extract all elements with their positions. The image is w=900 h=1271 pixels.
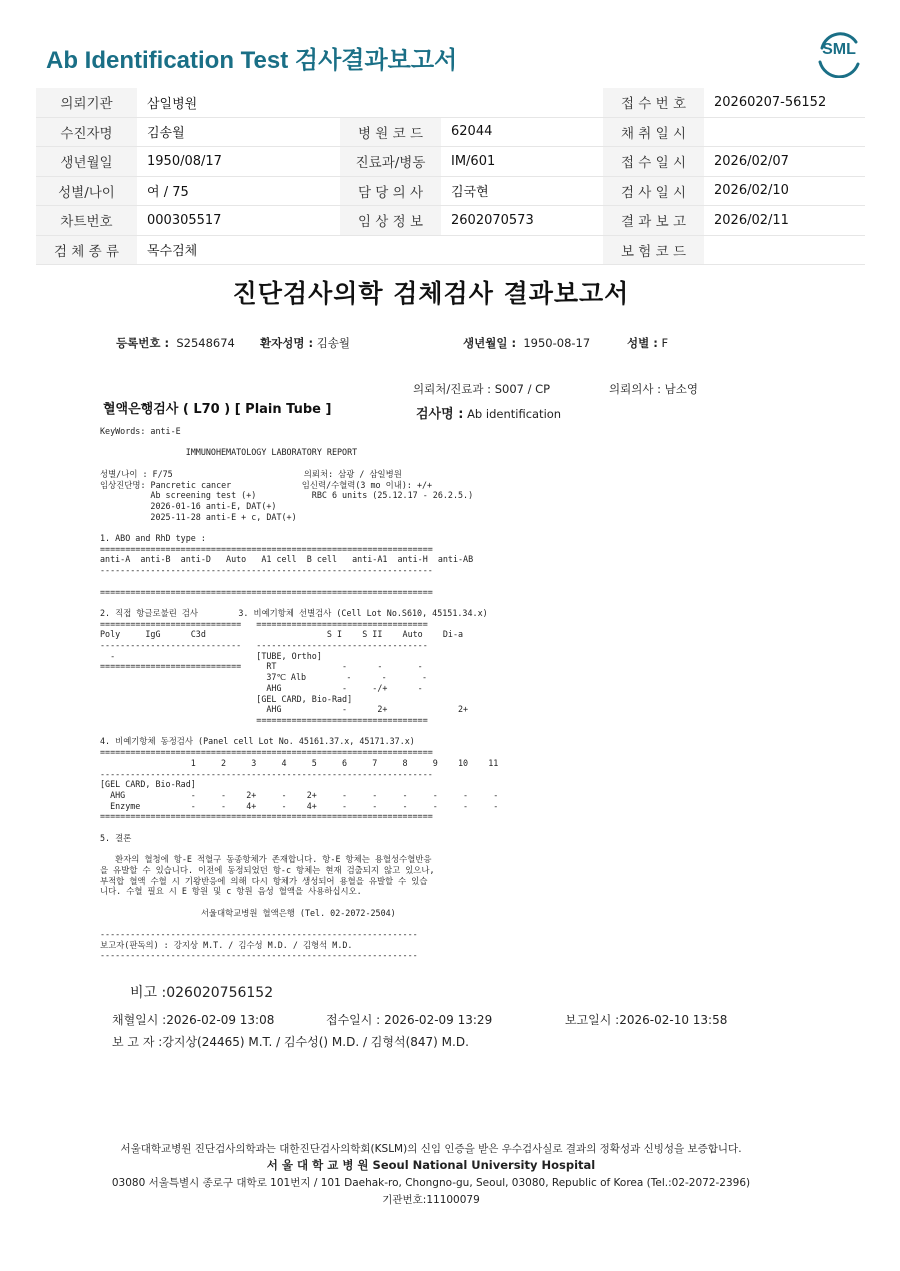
info-label: 생년월일 <box>36 147 137 177</box>
test-name: 검사명 : Ab identification <box>416 407 562 422</box>
info-value: 62044 <box>441 117 603 147</box>
info-label: 성별/나이 <box>36 176 137 206</box>
info-label: 검 사 일 시 <box>603 176 704 206</box>
info-value <box>441 88 603 117</box>
logo-text: SML <box>822 41 856 58</box>
info-label: 검 체 종 류 <box>36 235 137 265</box>
test-group: 혈액은행검사 ( L70 ) [ Plain Tube ] <box>103 402 332 417</box>
info-label: 담 당 의 사 <box>340 176 441 206</box>
sml-logo <box>814 28 864 78</box>
hospital-name: 서 울 대 학 교 병 원 Seoul National University Hospital <box>266 1158 596 1172</box>
info-value: 여 / 75 <box>137 176 340 206</box>
info-value: 김송월 <box>137 117 340 147</box>
info-value <box>441 235 603 265</box>
info-label: 접 수 일 시 <box>603 147 704 177</box>
info-value: 20260207-56152 <box>704 88 865 117</box>
info-value <box>704 117 865 147</box>
collection-time: 채혈일시 :2026-02-09 13:08 <box>112 1013 275 1027</box>
info-label: 차트번호 <box>36 206 137 236</box>
info-label: 임 상 정 보 <box>340 206 441 236</box>
info-label: 채 취 일 시 <box>603 117 704 147</box>
info-value: 000305517 <box>137 206 340 236</box>
hospital-address: 03080 서울특별시 종로구 대학로 101번지 / 101 Daehak-ro, Chongno-gu, Seoul, 03080, Republic of Korea (Tel.:02-2072-2396) <box>111 1177 751 1189</box>
info-value: 삼일병원 <box>137 88 340 117</box>
info-value: 2026/02/11 <box>704 206 865 236</box>
info-label: 접 수 번 호 <box>603 88 704 117</box>
birth-date: 생년월일 : 1950-08-17 <box>463 336 591 350</box>
sex: 성별 : F <box>627 336 669 350</box>
info-row <box>36 206 865 236</box>
receive-time: 접수일시 : 2026-02-09 13:29 <box>326 1013 493 1027</box>
report-title: 진단검사의학 검체검사 결과보고서 <box>232 279 630 308</box>
info-row <box>36 147 865 177</box>
info-row <box>36 176 865 206</box>
info-value: 김국현 <box>441 176 603 206</box>
referring-dept: 의뢰처/진료과 : S007 / CP <box>413 382 551 396</box>
info-value: 2026/02/10 <box>704 176 865 206</box>
info-label: 진료과/병동 <box>340 147 441 177</box>
info-label: 보 험 코 드 <box>603 235 704 265</box>
info-value <box>704 235 865 265</box>
info-label: 병 원 코 드 <box>340 117 441 147</box>
info-value: 목수검체 <box>137 235 340 265</box>
page-title: Ab Identification Test 검사결과보고서 <box>46 47 458 74</box>
certification-text: 서울대학교병원 진단검사의학과는 대한진단검사의학회(KSLM)의 신임 인증을 받은 우수검사실로 결과의 정확성과 신빙성을 보증합니다. <box>120 1143 742 1155</box>
registration-number: 등록번호 : S2548674 <box>116 336 235 350</box>
patient-name: 환자성명 : 김송월 <box>260 336 351 350</box>
info-label: 의뢰기관 <box>36 88 137 117</box>
report-time: 보고일시 :2026-02-10 13:58 <box>565 1013 728 1027</box>
info-label <box>340 235 441 265</box>
info-value: IM/601 <box>441 147 603 177</box>
reporter: 보 고 자 :강지상(24465) M.T. / 김수성() M.D. / 김형석(847) M.D. <box>112 1035 469 1049</box>
institution-number: 기관번호:11100079 <box>382 1194 480 1206</box>
info-row <box>36 88 865 117</box>
info-label: 결 과 보 고 <box>603 206 704 236</box>
note: 비고 :026020756152 <box>130 985 274 1001</box>
info-row <box>36 117 865 147</box>
info-value: 2602070573 <box>441 206 603 236</box>
info-row <box>36 235 865 265</box>
referring-doctor: 의뢰의사 : 남소영 <box>609 382 698 396</box>
patient-info-table <box>36 88 865 265</box>
report-body: KeyWords: anti-E IMMUNOHEMATOLOGY LABORATORY REPORT 성별/나이 : F/75 의뢰처: 삼광 / 삼일병원 임상진단명: Pancretic cancer 임신력/수혈력(3 mo 이내): +/+ Ab screening test (+) RBC 6 units (25.12.17 - 26.2.5.) 2026-01-16 anti-E, DAT(+) 2025-11-28 anti-E + c, DAT(+) 1. ABO and RhD type : ================================================================== anti-A anti-B anti-D Auto A1 cell B cell anti-A1 anti-H anti-AB ------------------------------------------------------------------ ================================================================== 2. 직접 항글로불린 검사 3. 비예기항체 선별검사 (Cell Lot No.S610, 45151.34.x) ============================ ================================== Poly IgG C3d S I S II Auto Di-a ---------------------------- ---------------------------------- - [TUBE, Ortho] ============================ RT - - - 37℃ Alb - - - AHG - -/+ - [GEL CARD, Bio-Rad] AHG - 2+ 2+ ================================== 4. 비예기항체 동정검사 (Panel cell Lot No. 45161.37.x, 45171.37.x) ================================================================== 1 2 3 4 5 6 7 8 9 10 11 ------------------------------------------------------------------ [GEL CARD, Bio-Rad] AHG - - 2+ - 2+ - - - - - - Enzyme - - 4+ - 4+ - - - - - - ================================================================== 5. 결론 환자의 혈청에 항-E 적혈구 동종항체가 존재합니다. 항-E 항체는 용혈성수혈반응 을 유발할 수 있습니다. 이전에 동정되었던 항-c 항체는 현재 검출되지 않고 있으나, 부적합 혈액 수혈 시 기왕반응에 의해 다시 항체가 생성되어 용혈을 유발할 수 있습 니다. 수혈 필요 시 E 항원 및 c 항원 음성 혈액을 사용하십시오. 서울대학교병원 혈액은행 (Tel. 02-2072-2504) --------------------------------------------------------------- 보고자(판독의) : 강지상 M.T. / 김수성 M.D. / 김형석 M.D. --------------------------------------------------------------- <box>100 426 499 961</box>
info-label: 수진자명 <box>36 117 137 147</box>
info-value: 2026/02/07 <box>704 147 865 177</box>
info-value: 1950/08/17 <box>137 147 340 177</box>
info-label <box>340 88 441 117</box>
